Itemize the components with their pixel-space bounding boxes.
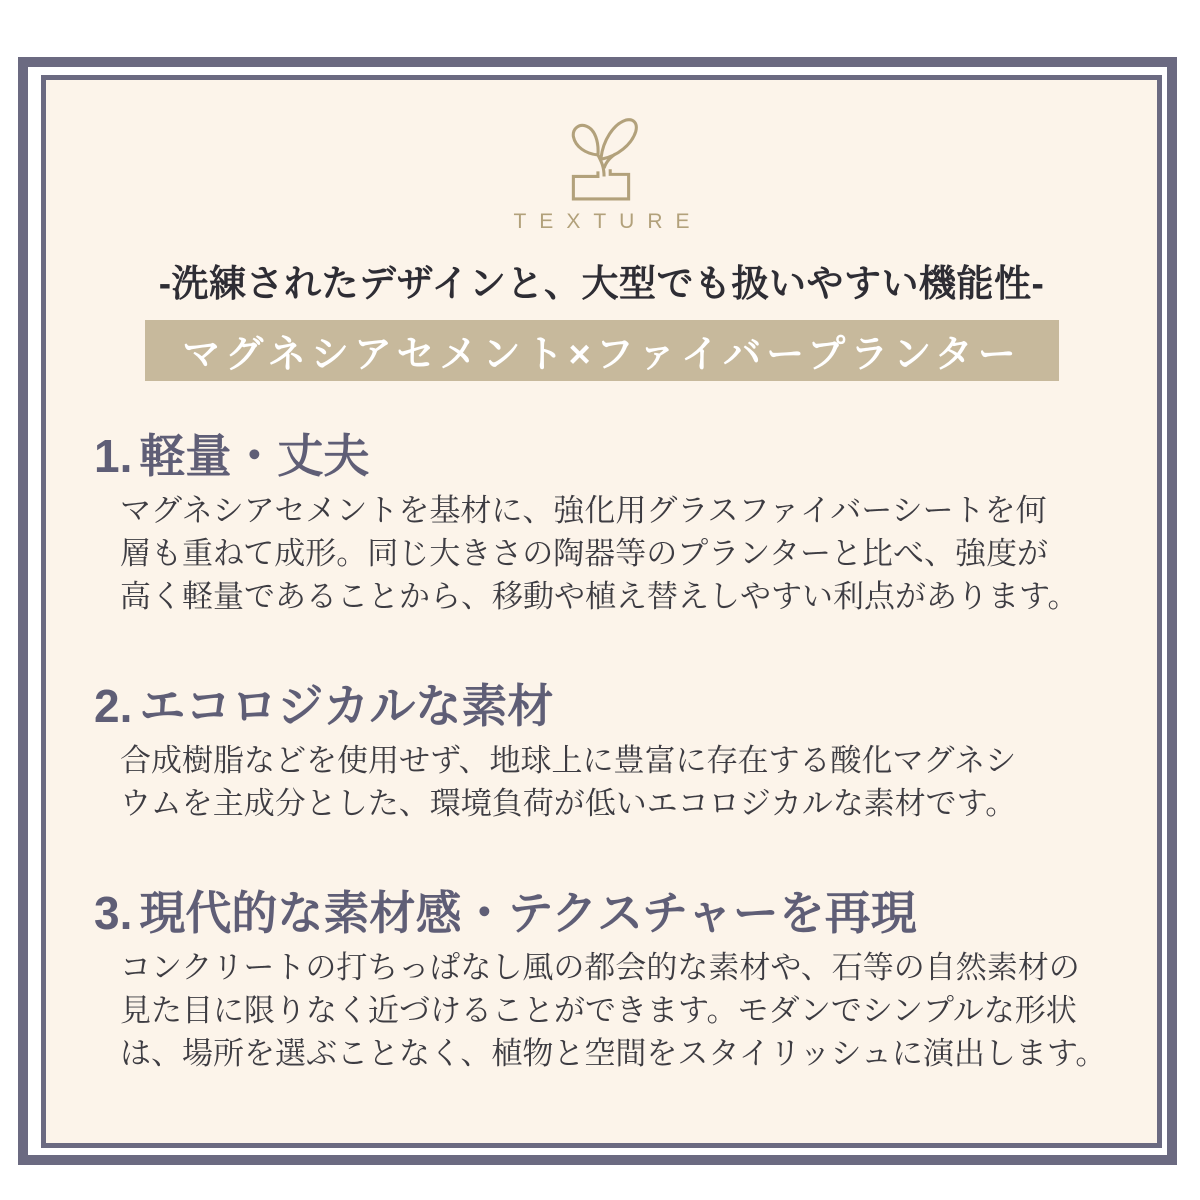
feature-title: [94, 428, 1109, 484]
feature-list: [46, 381, 1157, 1075]
feature-body: [94, 946, 1109, 1075]
body-line: 高く軽量であることから、移動や植え替えしやすい利点があります。: [120, 579, 1079, 614]
plant-sprout-in-pot-icon: [564, 113, 638, 201]
feature-title-text: エコロジカルな素材: [139, 680, 554, 732]
feature-title: [94, 678, 1109, 734]
feature-title-text: 軽量・丈夫: [139, 430, 370, 482]
body-line: 層も重ねて成形。同じ大きさの陶器等のプランターと比べ、強度が: [120, 536, 1048, 571]
feature-section-3: [94, 885, 1109, 1075]
body-line: 見た目に限りなく近づけることができます。モダンでシンプルな形状: [120, 993, 1077, 1028]
body-line: ウムを主成分とした、環境負荷が低いエコロジカルな素材です。: [120, 786, 1017, 821]
feature-section-1: [94, 428, 1109, 618]
feature-title-text: 現代的な素材感・テクスチャーを再現: [139, 887, 917, 939]
feature-number: 3.: [94, 887, 133, 939]
product-banner: マグネシアセメント×ファイバープランター: [145, 320, 1059, 381]
feature-body: [94, 489, 1109, 618]
inner-frame: [41, 75, 1162, 1148]
feature-title: [94, 885, 1109, 941]
body-line: は、場所を選ぶことなく、植物と空間をスタイリッシュに演出します。: [120, 1036, 1107, 1071]
feature-number: 2.: [94, 680, 133, 732]
body-line: コンクリートの打ちっぱなし風の都会的な素材や、石等の自然素材の: [120, 950, 1080, 985]
body-line: マグネシアセメントを基材に、強化用グラスファイバーシートを何: [120, 493, 1047, 528]
headline: -洗練されたデザインと、大型でも扱いやすい機能性-: [158, 263, 1045, 304]
brand-name: TEXTURE: [513, 210, 703, 233]
body-line: 合成樹脂などを使用せず、地球上に豊富に存在する酸化マグネシ: [120, 743, 1017, 778]
feature-section-2: [94, 678, 1109, 825]
feature-number: 1.: [94, 430, 133, 482]
feature-body: [94, 739, 1109, 825]
brand-header: [500, 113, 702, 234]
outer-frame: [18, 57, 1177, 1165]
